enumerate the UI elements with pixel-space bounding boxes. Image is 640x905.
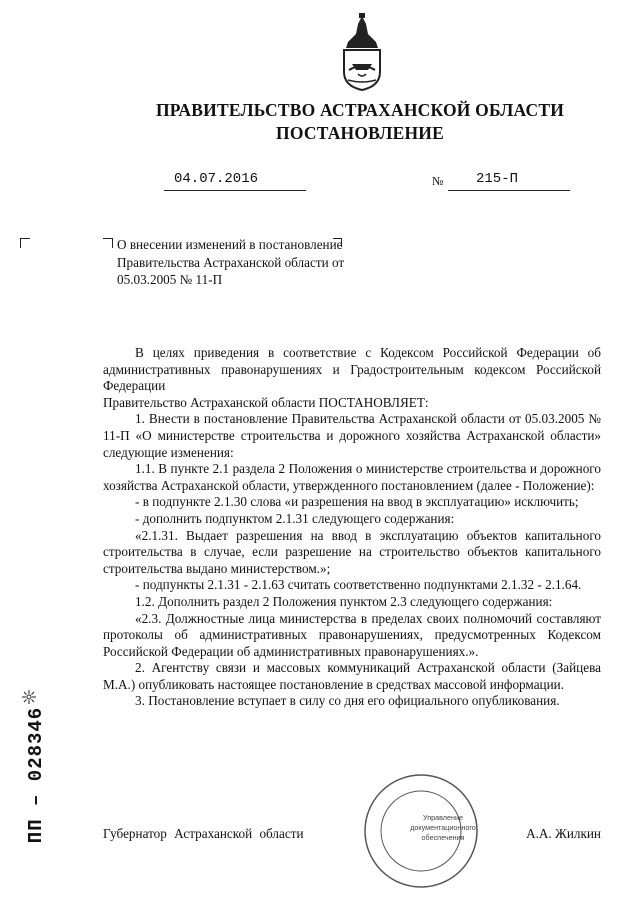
corner-mark-middle — [103, 238, 113, 248]
stamp-inscription — [404, 813, 482, 843]
paragraph-item-1-1-c: - подпункты 2.1.31 - 2.1.63 считать соответственно подпунктами 2.1.32 - 2.1.64. — [135, 577, 582, 593]
paragraph-item-3: 3. Постановление вступает в силу со дня его официального опубликования. — [135, 693, 560, 709]
paragraph-item-1-1: 1.1. В пункте 2.1 раздела 2 Положения о министерстве строительства и дорожного хозяйства Астраханской области, утвержденного постановлением (далее - Положение): — [103, 461, 601, 493]
document-date: 04.07.2016 — [174, 171, 259, 187]
stamp-line-1: Управление — [423, 813, 463, 822]
signatory-name: А.А. Жилкин — [526, 826, 601, 841]
document-number: 215-П — [476, 171, 519, 187]
paragraph-item-2-1-31: «2.1.31. Выдает разрешения на ввод в эксплуатацию объектов капитального строительства в случае, если разрешение на строительство объектов капитального строительства выдано министерством.»; — [103, 527, 601, 576]
stamp-line-2: документационного — [410, 823, 476, 832]
stamp-line-3: обеспечения — [421, 833, 465, 842]
registration-code-text: ПП – 028346 — [25, 706, 47, 844]
paragraph-item-1-1-b: - дополнить подпунктом 2.1.31 следующего содержания: — [135, 510, 455, 526]
paragraph-item-2-3: «2.3. Должностные лица министерства в пределах своих полномочий составляют протоколы об административных правонарушениях, предусмотренных Кодексом Российской Федерации об административных правонарушениях.». — [103, 610, 601, 659]
registration-code — [16, 650, 56, 900]
document-type-title: ПОСТАНОВЛЕНИЕ — [276, 123, 444, 143]
coat-of-arms-emblem — [332, 12, 392, 92]
document-subject: О внесении изменений в постановление Правительства Астраханской области от 05.03.2005 № 11-П — [117, 237, 345, 287]
paragraph-item-2: 2. Агентству связи и массовых коммуникаций Астраханской области (Зайцева М.А.) опубликовать настоящее постановление в средствах массовой информации. — [103, 660, 601, 692]
paragraph-item-1: 1. Внести в постановление Правительства Астраханской области от 05.03.2005 № 11-П «О министерстве строительства и дорожного хозяйства Астраханской области» следующие изменения: — [103, 411, 601, 460]
corner-mark-left — [20, 238, 30, 248]
paragraph-resolves: Правительство Астраханской области ПОСТАНОВЛЯЕТ: — [103, 394, 429, 410]
signatory-position: Губернатор Астраханской области — [103, 826, 304, 841]
number-sign: № — [432, 174, 444, 188]
document-body — [103, 345, 601, 710]
government-title: ПРАВИТЕЛЬСТВО АСТРАХАНСКОЙ ОБЛАСТИ — [155, 100, 565, 120]
paragraph-item-1-1-a: - в подпункте 2.1.30 слова «и разрешения на ввод в эксплуатацию» исключить; — [135, 494, 579, 510]
paragraph-item-1-2: 1.2. Дополнить раздел 2 Положения пунктом 2.3 следующего содержания: — [135, 593, 553, 609]
paragraph-preamble: В целях приведения в соответствие с Кодексом Российской Федерации об административных правонарушениях и Градостроительным кодексом Российской Федерации — [103, 345, 601, 394]
